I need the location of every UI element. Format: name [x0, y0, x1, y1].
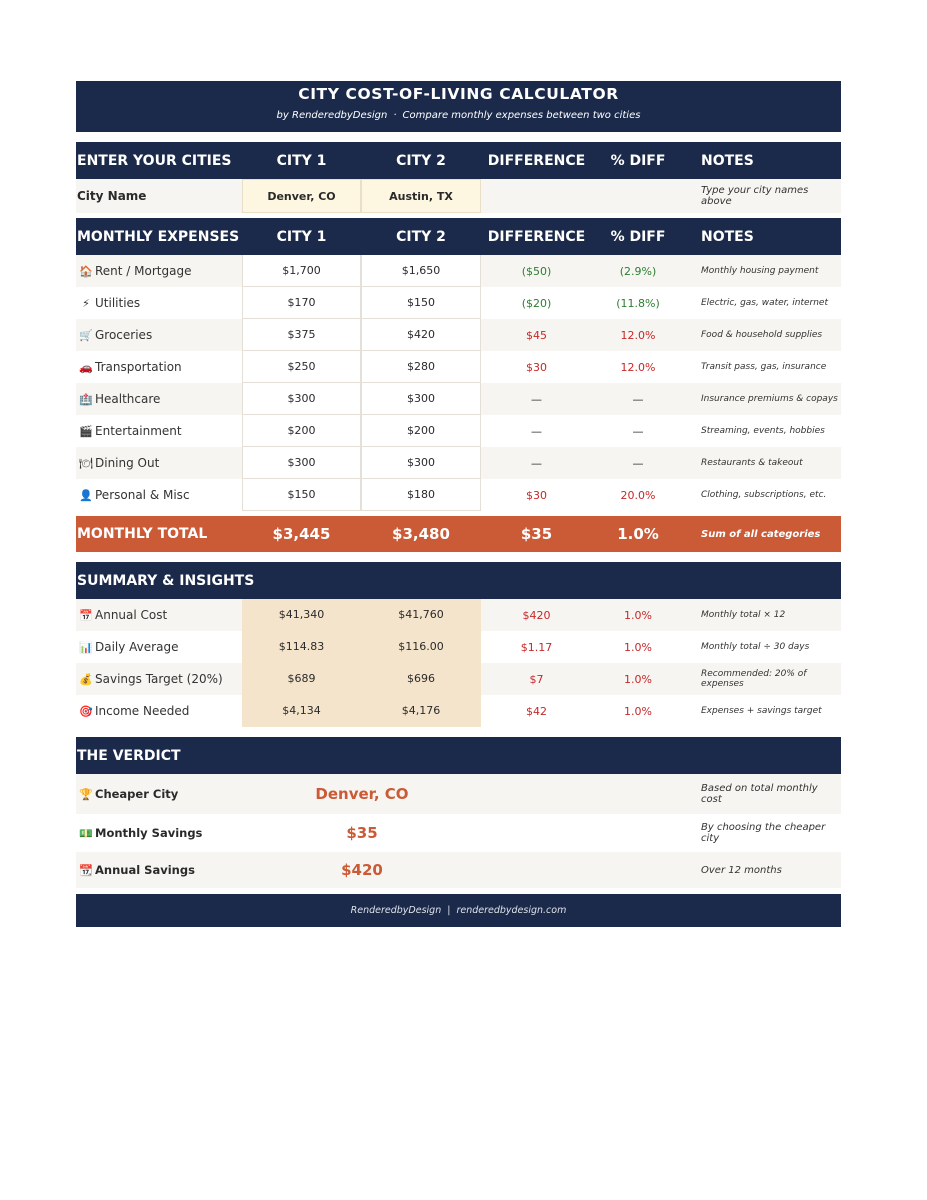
expenses-section-label: MONTHLY EXPENSES [77, 228, 240, 245]
expense-row [76, 351, 841, 383]
verdict-note: Based on total monthly cost [701, 783, 818, 805]
expense-rows [76, 255, 841, 511]
summary-city1: $41,340 [242, 599, 361, 631]
expense-note: Monthly housing payment [701, 266, 819, 276]
expense-pct-diff: 12.0% [620, 360, 656, 374]
summary-difference: $42 [526, 704, 547, 718]
cash-icon: 💵 [79, 826, 93, 840]
summary-city2: $696 [361, 663, 481, 695]
summary-label: Income Needed [95, 704, 190, 718]
expense-label-cell [76, 424, 242, 438]
expense-difference: — [531, 392, 542, 406]
summary-label: Savings Target (20%) [95, 672, 223, 686]
money-bag-icon: 💰 [79, 672, 93, 686]
byline: by RenderedbyDesign [276, 110, 388, 121]
cities-header-row [76, 142, 841, 179]
cart-icon: 🛒 [79, 328, 93, 342]
expense-row [76, 479, 841, 511]
total-label: MONTHLY TOTAL [77, 526, 208, 542]
expense-city1-input[interactable]: $150 [242, 479, 361, 511]
expense-label: Utilities [95, 296, 141, 310]
expense-city2-input[interactable]: $200 [361, 415, 481, 447]
total-city2: $3,480 [392, 525, 450, 543]
expense-city2-input[interactable]: $300 [361, 447, 481, 479]
expense-label: Personal & Misc [95, 488, 190, 502]
tagline: Compare monthly expenses between two cities [402, 110, 641, 121]
expense-city1-input[interactable]: $250 [242, 351, 361, 383]
expense-pct-diff: (11.8%) [616, 296, 660, 310]
expense-city2-input[interactable]: $150 [361, 287, 481, 319]
verdict-label: Cheaper City [95, 787, 179, 801]
page-subtitle [76, 110, 841, 121]
house-icon: 🏠 [79, 264, 93, 278]
expense-difference: $30 [526, 488, 547, 502]
footer-divider: | [447, 905, 451, 916]
expense-city1-input[interactable]: $170 [242, 287, 361, 319]
person-icon: 👤 [79, 488, 93, 502]
city1-input[interactable]: Denver, CO [242, 179, 361, 213]
bar-chart-icon: 📊 [79, 640, 93, 654]
expense-note: Clothing, subscriptions, etc. [701, 490, 827, 500]
car-icon: 🚗 [79, 360, 93, 374]
expense-row [76, 255, 841, 287]
expense-row [76, 319, 841, 351]
calculator-sheet [76, 81, 841, 927]
summary-pct-diff: 1.0% [624, 672, 652, 686]
expense-difference: ($50) [521, 264, 552, 278]
verdict-header [76, 737, 841, 774]
verdict-label-cell [76, 787, 242, 801]
expense-note: Restaurants & takeout [701, 458, 803, 468]
expense-label: Entertainment [95, 424, 182, 438]
expense-city1-input[interactable]: $300 [242, 383, 361, 415]
city-name-row [76, 179, 841, 213]
expense-pct-diff: — [632, 456, 644, 470]
expense-row [76, 447, 841, 479]
expense-note: Food & household supplies [701, 330, 823, 340]
expense-difference: ($20) [521, 296, 552, 310]
summary-city2: $41,760 [361, 599, 481, 631]
summary-pct-diff: 1.0% [624, 704, 652, 718]
expense-label-cell [76, 296, 242, 310]
expense-label: Rent / Mortgage [95, 264, 192, 278]
expense-note: Electric, gas, water, internet [701, 298, 828, 308]
summary-label-cell [76, 640, 242, 654]
hospital-icon: 🏥 [79, 392, 93, 406]
summary-pct-diff: 1.0% [624, 608, 652, 622]
city-note: Type your city names above [701, 185, 809, 207]
summary-note: Monthly total ÷ 30 days [701, 642, 810, 652]
monthly-total-row [76, 516, 841, 552]
cheaper-city-value: Denver, CO [315, 785, 409, 803]
col-header-difference: DIFFERENCE [487, 152, 586, 169]
summary-label-cell [76, 608, 242, 622]
plate-icon: 🍽 [79, 456, 93, 470]
cities-section-label: ENTER YOUR CITIES [77, 152, 232, 169]
total-difference: $35 [520, 525, 553, 543]
summary-difference: $7 [529, 672, 544, 686]
expense-row [76, 383, 841, 415]
expense-note: Insurance premiums & copays [701, 394, 838, 404]
total-pct-diff: 1.0% [617, 525, 659, 543]
expense-row [76, 287, 841, 319]
city-name-label: City Name [77, 189, 147, 203]
page-title: CITY COST-OF-LIVING CALCULATOR [298, 85, 619, 103]
expense-pct-diff: 12.0% [620, 328, 656, 342]
verdict-row [76, 852, 841, 888]
expense-pct-diff: 20.0% [620, 488, 656, 502]
summary-city2: $116.00 [361, 631, 481, 663]
city2-input[interactable]: Austin, TX [361, 179, 481, 213]
summary-city1: $4,134 [242, 695, 361, 727]
expense-city2-input[interactable]: $420 [361, 319, 481, 351]
footer-url[interactable]: renderedbydesign.com [456, 905, 567, 916]
summary-row [76, 695, 841, 727]
total-note: Sum of all categories [701, 528, 821, 540]
col-header-notes: NOTES [701, 152, 754, 169]
summary-label: Daily Average [95, 640, 179, 654]
summary-row [76, 599, 841, 631]
expense-note: Streaming, events, hobbies [701, 426, 825, 436]
summary-difference: $420 [522, 608, 551, 622]
col-header-pct-diff: % DIFF [610, 152, 666, 169]
expense-pct-diff: — [632, 424, 644, 438]
expense-difference: — [531, 456, 542, 470]
expense-label: Healthcare [95, 392, 161, 406]
clapperboard-icon: 🎬 [79, 424, 93, 438]
expense-label: Groceries [95, 328, 153, 342]
expense-pct-diff: — [632, 392, 644, 406]
calendar-icon: 📅 [79, 608, 93, 622]
summary-note: Expenses + savings target [701, 706, 822, 716]
expense-label-cell [76, 456, 242, 470]
summary-row [76, 663, 841, 695]
verdict-note: By choosing the cheaper city [701, 822, 826, 844]
col-header-notes: NOTES [701, 228, 754, 245]
expense-label-cell [76, 328, 242, 342]
tear-off-calendar-icon: 📆 [79, 863, 93, 877]
verdict-title: THE VERDICT [77, 747, 181, 764]
expense-city2-input[interactable]: $1,650 [361, 255, 481, 287]
summary-note: Monthly total × 12 [701, 610, 786, 620]
expense-difference: $30 [526, 360, 547, 374]
expense-label: Transportation [95, 360, 182, 374]
col-header-city1: CITY 1 [276, 228, 327, 245]
summary-pct-diff: 1.0% [624, 640, 652, 654]
summary-title: SUMMARY & INSIGHTS [77, 572, 255, 589]
target-icon: 🎯 [79, 704, 93, 718]
col-header-city2: CITY 2 [396, 152, 446, 169]
expense-city1-input[interactable]: $300 [242, 447, 361, 479]
expense-pct-diff: (2.9%) [619, 264, 657, 278]
expense-label-cell [76, 392, 242, 406]
col-header-difference: DIFFERENCE [487, 228, 586, 245]
verdict-label-cell [76, 863, 242, 877]
verdict-row [76, 814, 841, 852]
verdict-label-cell [76, 826, 242, 840]
col-header-city2: CITY 2 [396, 228, 446, 245]
col-header-city1: CITY 1 [276, 152, 327, 169]
summary-header [76, 562, 841, 599]
summary-rows [76, 599, 841, 727]
verdict-label: Monthly Savings [95, 826, 203, 840]
expense-city1-input[interactable]: $200 [242, 415, 361, 447]
footer-brand: RenderedbyDesign [350, 905, 442, 916]
footer [76, 894, 841, 927]
subtitle-separator: · [393, 110, 397, 121]
expense-note: Transit pass, gas, insurance [701, 362, 827, 372]
expense-label-cell [76, 360, 242, 374]
lightning-icon: ⚡ [82, 296, 90, 310]
verdict-label: Annual Savings [95, 863, 195, 877]
expense-label-cell [76, 488, 242, 502]
col-header-pct-diff: % DIFF [610, 228, 666, 245]
expense-city2-input[interactable]: $180 [361, 479, 481, 511]
expense-city2-input[interactable]: $280 [361, 351, 481, 383]
expense-city2-input[interactable]: $300 [361, 383, 481, 415]
summary-row [76, 631, 841, 663]
expense-label: Dining Out [95, 456, 160, 470]
title-banner [76, 81, 841, 132]
verdict-row [76, 774, 841, 814]
expense-city1-input[interactable]: $375 [242, 319, 361, 351]
summary-city1: $689 [242, 663, 361, 695]
summary-label: Annual Cost [95, 608, 168, 622]
expenses-header-row [76, 218, 841, 255]
expense-difference: $45 [526, 328, 547, 342]
expense-difference: — [531, 424, 542, 438]
summary-city1: $114.83 [242, 631, 361, 663]
expense-city1-input[interactable]: $1,700 [242, 255, 361, 287]
expense-row [76, 415, 841, 447]
summary-difference: $1.17 [520, 640, 553, 654]
monthly-savings-value: $35 [346, 824, 378, 842]
summary-label-cell [76, 672, 242, 686]
expense-label-cell [76, 264, 242, 278]
verdict-note: Over 12 months [701, 864, 782, 876]
annual-savings-value: $420 [341, 861, 383, 879]
summary-note: Recommended: 20% of expenses [701, 669, 807, 689]
trophy-icon: 🏆 [79, 787, 93, 801]
summary-city2: $4,176 [361, 695, 481, 727]
total-city1: $3,445 [272, 525, 331, 543]
summary-label-cell [76, 704, 242, 718]
